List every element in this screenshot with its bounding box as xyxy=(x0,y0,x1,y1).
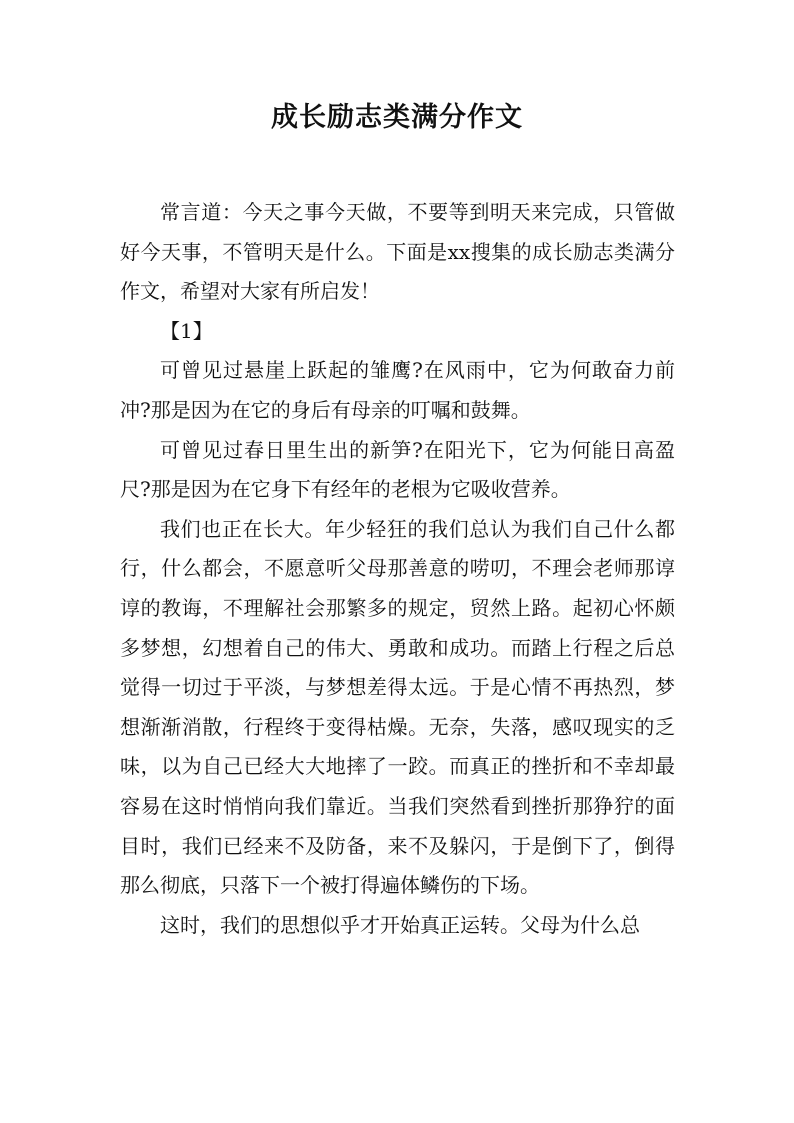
body-paragraph: 这时，我们的思想似乎才开始真正运转。父母为什么总 xyxy=(160,912,640,937)
body-paragraph: 可曾见过悬崖上跃起的雏鹰?在风雨中，它为何敢奋力前冲?那是因为在它的身后有母亲的叮嘱和鼓舞。 xyxy=(120,358,675,422)
body-paragraph: 我们也正在长大。年少轻狂的我们总认为我们自己什么都行，什么都会，不愿意听父母那善意的唠叨，不理会老师那谆谆的教诲，不理解社会那繁多的规定，贸然上路。起初心怀颇多梦想，幻想着自己的伟大、勇敢和成功。而踏上行程之后总觉得一切过于平淡，与梦想差得太远。于是心情不再热烈，梦想渐渐消散，行程终于变得枯燥。无奈，失落，感叹现实的乏味，以为自己已经大大地摔了一跤。而真正的挫折和不幸却最容易在这时悄悄向我们靠近。当我们突然看到挫折那狰狞的面目时，我们已经来不及防备，来不及躲闪，于是倒下了，倒得那么彻底，只落下一个被打得遍体鳞伤的下场。 xyxy=(120,516,675,898)
document-body xyxy=(120,193,675,945)
intro-paragraph: 常言道：今天之事今天做，不要等到明天来完成，只管做好今天事，不管明天是什么。下面是xx搜集的成长励志类满分作文，希望对大家有所启发！ xyxy=(120,200,675,304)
section-marker: 【1】 xyxy=(160,318,213,343)
document-title: 成长励志类满分作文 xyxy=(271,102,523,133)
body-paragraph: 可曾见过春日里生出的新笋?在阳光下，它为何能日高盈尺?那是因为在它身下有经年的老根为它吸收营养。 xyxy=(120,437,675,502)
